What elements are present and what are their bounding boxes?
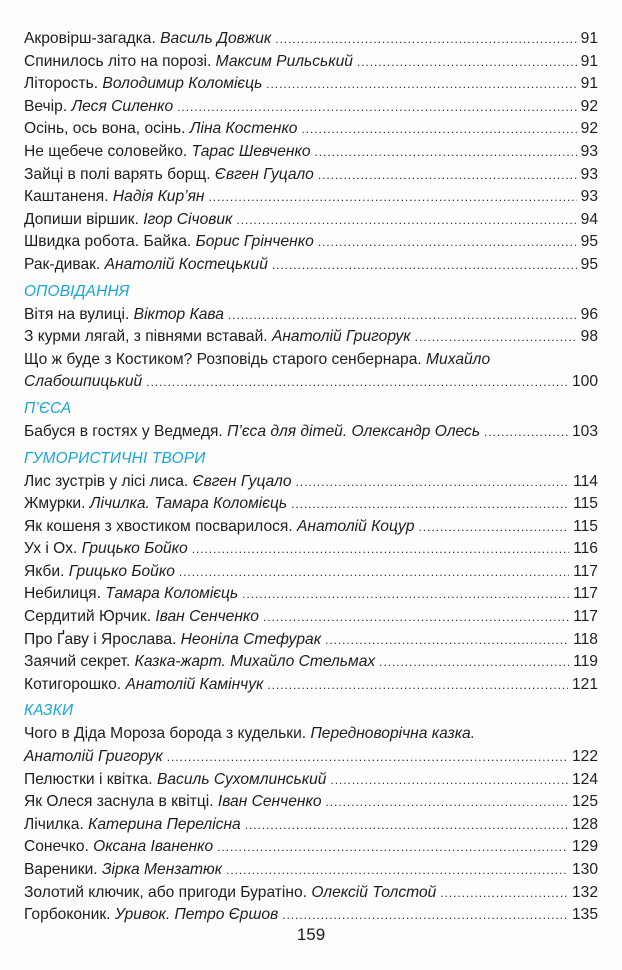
entry-author: Катерина Перелісна [88, 815, 241, 833]
entry-title: Лічилка. [24, 815, 89, 833]
toc-entry[interactable] [24, 791, 598, 814]
entry-page-number: 130 [571, 861, 598, 878]
section-heading: П’ЄСА [24, 399, 72, 417]
entry-author: П’єса для дітей. Олександр Олесь [227, 422, 481, 440]
entry-title: Небилиця. [24, 585, 106, 603]
entry-author: Надія Кир’ян [112, 188, 205, 206]
entry-title: Акровірш-загадка. [24, 30, 161, 47]
dot-leader [315, 141, 577, 164]
entry-title: Осінь, ось вона, осінь. [24, 120, 190, 138]
entry-page-number: 119 [573, 653, 598, 671]
dot-leader [379, 651, 569, 674]
entry-text [24, 516, 415, 539]
entry-author: Ігор Січовик [143, 210, 233, 228]
entry-title: Пелюстки і квітка. [24, 770, 157, 788]
entry-text [24, 606, 259, 629]
entry-author: Василь Сухомлинський [156, 770, 327, 788]
entry-title: Чого в Діда Мороза борода з кудельки. [24, 725, 311, 743]
entry-title: Каштаненя. [24, 188, 113, 206]
dot-leader [146, 371, 568, 394]
toc-entry[interactable] [24, 538, 598, 561]
entry-title: Про Ґаву і Ярослава. [24, 630, 181, 648]
entry-author: Борис Грінченко [195, 233, 314, 251]
dot-leader [275, 28, 576, 51]
entry-page-number: 100 [571, 373, 598, 391]
entry-text [24, 186, 205, 209]
toc-entry[interactable] [24, 904, 598, 927]
dot-leader [296, 471, 570, 494]
entry-text [24, 493, 287, 516]
dot-leader [301, 118, 576, 141]
entry-author: Михайло [426, 350, 491, 368]
entry-text [24, 725, 475, 742]
entry-text [24, 471, 292, 494]
dot-leader [267, 674, 568, 697]
toc-entry-first-line[interactable] [24, 349, 598, 372]
entry-text [24, 351, 490, 368]
toc-entry[interactable] [24, 164, 598, 187]
entry-author: Іван Сенченко [155, 608, 259, 626]
entry-title: Спинилось літо на порозі. [24, 52, 216, 70]
entry-text [24, 28, 271, 51]
entry-title: Не щебече соловейко. [24, 142, 192, 160]
entry-text [24, 836, 213, 859]
entry-text [24, 583, 238, 606]
toc-entry[interactable] [24, 859, 598, 882]
entry-page-number: 117 [573, 562, 598, 580]
entry-author: Зірка Мензатюк [101, 861, 223, 878]
entry-author: Лічилка. Тамара Коломієць [89, 495, 288, 513]
entry-text [24, 674, 263, 697]
dot-leader [192, 538, 569, 561]
dot-leader [318, 231, 577, 254]
entry-page-number: 118 [573, 630, 598, 648]
entry-author: Євген Гуцало [214, 165, 314, 183]
entry-author: Уривок. Петро Єршов [114, 906, 279, 924]
entry-page-number: 93 [580, 142, 598, 160]
dot-leader [318, 164, 577, 187]
toc-entry[interactable] [24, 516, 598, 539]
toc-entry[interactable] [24, 583, 598, 606]
entry-page-number: 98 [580, 328, 598, 346]
entry-author: Олексій Толстой [311, 883, 437, 901]
entry-author: Оксана Іваненко [93, 838, 214, 856]
entry-title: Вечір. [24, 97, 72, 115]
dot-leader [209, 186, 577, 209]
entry-page-number: 95 [580, 255, 598, 273]
entry-text [24, 73, 262, 96]
entry-author: Анатолій Григорук [271, 328, 411, 346]
entry-text [24, 141, 311, 164]
entry-title: Рак-дивак. [24, 255, 105, 273]
section-heading: ОПОВІДАННЯ [24, 282, 130, 300]
toc-entry[interactable] [24, 326, 598, 349]
entry-text [24, 882, 436, 905]
entry-page-number: 103 [571, 422, 598, 440]
toc-entry[interactable] [24, 371, 598, 394]
dot-leader [179, 561, 569, 584]
toc-entry-first-line[interactable] [24, 723, 598, 746]
entry-page-number: 114 [573, 472, 598, 490]
entry-title: Бабуся в гостях у Ведмедя. [24, 422, 228, 440]
entry-text [24, 254, 268, 277]
toc-entry[interactable] [24, 561, 598, 584]
entry-text [24, 209, 232, 232]
entry-title: Якби. [24, 562, 69, 580]
entry-title: Літорость. [24, 75, 103, 93]
toc-entry[interactable] [24, 629, 598, 652]
entry-author: Василь Довжик [160, 30, 272, 47]
entry-title: Швидка робота. Байка. [24, 233, 196, 251]
entry-author: Тамара Коломієць [105, 585, 239, 603]
toc-entry[interactable] [24, 73, 598, 96]
entry-page-number: 115 [573, 495, 598, 513]
entry-page-number: 93 [580, 188, 598, 206]
entry-title: Лис зустрів у лісі лиса. [24, 472, 193, 490]
entry-author: Анатолій Камінчук [125, 675, 264, 693]
entry-text [24, 96, 173, 119]
dot-leader [266, 73, 576, 96]
entry-title: Як кошеня з хвостиком посварилося. [24, 517, 298, 535]
toc-entry[interactable] [24, 118, 598, 141]
toc-entry[interactable] [24, 606, 598, 629]
entry-page-number: 122 [571, 748, 598, 766]
dot-leader [282, 904, 568, 927]
entry-text [24, 859, 222, 882]
entry-text [24, 421, 480, 444]
entry-page-number: 129 [571, 838, 598, 856]
entry-title: Жмурки. [24, 495, 90, 513]
table-of-contents [24, 28, 598, 927]
entry-author: Ліна Костенко [189, 120, 298, 138]
toc-entry[interactable] [24, 769, 598, 792]
toc-entry[interactable] [24, 28, 598, 51]
entry-author: Казка-жарт. Михайло Стельмах [134, 653, 376, 671]
entry-page-number: 91 [580, 75, 598, 93]
dot-leader [242, 583, 569, 606]
entry-author: Євген Гуцало [192, 472, 292, 490]
entry-text [24, 561, 175, 584]
dot-leader [226, 859, 568, 882]
dot-leader [272, 254, 577, 277]
entry-page-number: 124 [571, 770, 598, 788]
entry-title: Зайці в полі варять борщ. [24, 165, 215, 183]
entry-page-number: 115 [573, 517, 598, 535]
entry-page-number: 135 [571, 906, 598, 924]
entry-text [24, 904, 278, 927]
entry-page-number: 91 [580, 52, 598, 70]
entry-author: Слабошпицький [24, 373, 143, 391]
entry-title: Котигорошко. [24, 675, 126, 693]
dot-leader [415, 326, 577, 349]
toc-entry[interactable] [24, 814, 598, 837]
toc-entry[interactable] [24, 421, 598, 444]
entry-text [24, 814, 241, 837]
entry-text [24, 791, 322, 814]
entry-author: Передноворічна казка. [310, 725, 476, 743]
dot-leader [263, 606, 569, 629]
toc-entry[interactable] [24, 186, 598, 209]
entry-text [24, 769, 326, 792]
entry-author: Леся Силенко [71, 97, 174, 115]
dot-leader [228, 304, 577, 327]
entry-page-number: 96 [580, 305, 598, 323]
entry-page-number: 125 [571, 793, 598, 811]
entry-title: З курми лягай, з півнями вставай. [24, 328, 272, 346]
entry-page-number: 93 [580, 165, 598, 183]
entry-page-number: 132 [571, 883, 598, 901]
section-heading: ГУМОРИСТИЧНІ ТВОРИ [24, 449, 206, 467]
entry-title: Вітя на вулиці. [24, 305, 134, 323]
entry-page-number: 91 [580, 30, 598, 47]
dot-leader [177, 96, 576, 119]
dot-leader [291, 493, 569, 516]
dot-leader [419, 516, 570, 539]
toc-entry[interactable] [24, 651, 598, 674]
dot-leader [167, 746, 568, 769]
toc-entry[interactable] [24, 141, 598, 164]
entry-title: Золотий ключик, або пригоди Буратіно. [24, 883, 312, 901]
entry-text [24, 371, 142, 394]
entry-title: Заячий секрет. [24, 653, 135, 671]
entry-author: Анатолій Григорук [24, 748, 163, 766]
entry-title: Допиши віршик. [24, 210, 144, 228]
entry-author: Тарас Шевченко [191, 142, 311, 160]
toc-entry[interactable] [24, 471, 598, 494]
entry-text [24, 326, 411, 349]
entry-author: Максим Рильський [215, 52, 353, 70]
section-heading: КАЗКИ [24, 702, 74, 720]
toc-entry[interactable] [24, 254, 598, 277]
toc-entry[interactable] [24, 836, 598, 859]
dot-leader [330, 769, 567, 792]
entry-author: Неоніла Стефурак [180, 630, 322, 648]
entry-text [24, 231, 314, 254]
entry-page-number: 95 [580, 233, 598, 251]
entry-page-number: 117 [573, 608, 598, 626]
dot-leader [326, 791, 568, 814]
dot-leader [357, 51, 577, 74]
entry-title: Ух і Ох. [24, 540, 82, 558]
entry-text [24, 164, 314, 187]
dot-leader [245, 814, 568, 837]
entry-author: Анатолій Костецький [104, 255, 268, 273]
toc-entry[interactable] [24, 746, 598, 769]
dot-leader [217, 836, 568, 859]
entry-text [24, 118, 297, 141]
entry-title: Сонечко. [24, 838, 94, 856]
toc-entry[interactable] [24, 231, 598, 254]
entry-title: Горбоконик. [24, 906, 115, 924]
dot-leader [325, 629, 569, 652]
toc-entry[interactable] [24, 882, 598, 905]
entry-text [24, 746, 163, 769]
entry-title: Як Олеся заснула в квітці. [24, 793, 218, 811]
entry-title: Вареники. [24, 861, 102, 878]
entry-text [24, 629, 321, 652]
toc-entry[interactable] [24, 96, 598, 119]
toc-entry[interactable] [24, 209, 598, 232]
entry-author: Володимир Коломієць [102, 75, 263, 93]
toc-entry[interactable] [24, 304, 598, 327]
entry-author: Грицько Бойко [68, 562, 175, 580]
toc-entry[interactable] [24, 493, 598, 516]
entry-title: Сердитий Юрчик. [24, 608, 156, 626]
entry-page-number: 117 [573, 585, 598, 603]
entry-author: Віктор Кава [133, 305, 224, 323]
entry-text [24, 51, 353, 74]
entry-title: Що ж буде з Костиком? Розповідь старого сенбернара. [24, 350, 427, 368]
dot-leader [440, 882, 568, 905]
entry-page-number: 92 [580, 120, 598, 138]
dot-leader [236, 209, 576, 232]
entry-text [24, 538, 188, 561]
entry-page-number: 92 [580, 97, 598, 115]
toc-entry[interactable] [24, 51, 598, 74]
entry-page-number: 128 [571, 815, 598, 833]
dot-leader [484, 421, 568, 444]
entry-page-number: 116 [573, 540, 598, 558]
entry-page-number: 121 [571, 675, 598, 693]
entry-page-number: 94 [580, 210, 598, 228]
page-number: 159 [296, 925, 326, 944]
entry-author: Іван Сенченко [217, 793, 322, 811]
entry-text [24, 651, 375, 674]
entry-author: Анатолій Коцур [297, 517, 415, 535]
entry-author: Грицько Бойко [81, 540, 188, 558]
toc-entry[interactable] [24, 674, 598, 697]
entry-text [24, 304, 224, 327]
